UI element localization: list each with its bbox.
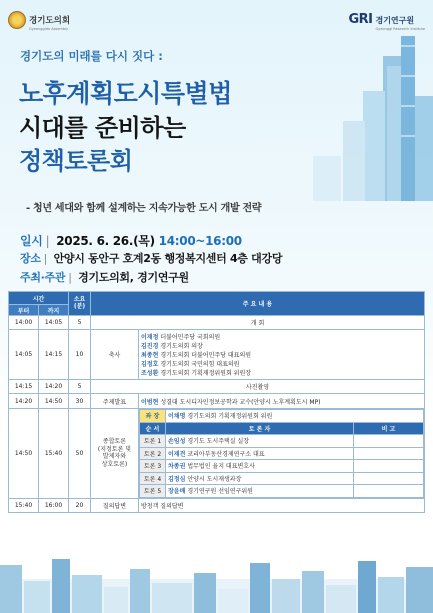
row-from: 14:00: [9, 316, 39, 330]
table-row: [9, 380, 425, 394]
table-row: [9, 394, 425, 409]
row-to: 14:20: [39, 380, 69, 394]
chair-label: 좌 장: [140, 410, 166, 423]
time-header: 시간: [9, 292, 69, 305]
row-type: 종합토론 (지정토론 및 발제자와 상호토론): [91, 409, 139, 499]
row-from: 15:40: [9, 498, 39, 512]
row-to: 14:50: [39, 394, 69, 409]
row-type: 축사: [91, 330, 139, 380]
note-header: 비 고: [354, 422, 424, 435]
assembly-name-en: Gyeonggido Assembly: [29, 27, 69, 31]
row-content: 방청객 질의답변: [139, 498, 425, 512]
row-type: 주제발표: [91, 394, 139, 409]
content-header: 주 요 내 용: [91, 292, 425, 316]
title-line-3: 정책토론회: [19, 147, 133, 175]
list-item: 조성환 경기도의회 기획재정위원회 위원장: [141, 370, 252, 377]
row-from: 14:15: [9, 380, 39, 394]
place-value: 안양시 동안구 호계2동 행정복지센터 4층 대강당: [53, 252, 283, 265]
table-row: 토론 1 손임성 경기도 도시주택실 실장: [140, 435, 424, 448]
table-row: 토론 2 이재견 코리아부동산경제연구소 대표: [140, 447, 424, 460]
row-duration: 50: [69, 409, 91, 499]
assembly-seal-icon: [8, 11, 26, 29]
row-from: 14:50: [9, 409, 39, 499]
skyline-illustration: [283, 36, 433, 201]
gri-mark: GRI: [348, 12, 373, 27]
to-header: 까지: [39, 305, 69, 316]
title-line-2: 시대를 준비하는: [19, 114, 186, 142]
row-from: 14:20: [9, 394, 39, 409]
chair-row: [140, 410, 424, 423]
panel-header-row: [140, 422, 424, 435]
table-row: [9, 409, 425, 499]
host-value: 경기도의회, 경기연구원: [78, 271, 189, 284]
table-row: 토론 4 김정심 안양시 도시재생과장: [140, 472, 424, 485]
row-to: 15:40: [39, 409, 69, 499]
row-duration: 5: [69, 380, 91, 394]
info-date: 일시 | 2025. 6. 26.(목) 14:00~16:00: [20, 234, 242, 248]
table-row: 토론 3 차종권 법무법인 율지 대표변호사: [140, 460, 424, 473]
institute-name: 경기연구원: [375, 16, 415, 25]
congrats-list: [139, 330, 425, 380]
chair-name: 이채명: [168, 413, 186, 421]
subtitle: - 청년 세대와 함께 설계하는 지속가능한 도시 개발 전략: [26, 203, 262, 214]
row-duration: 20: [69, 498, 91, 512]
date-label: 일시: [20, 234, 43, 248]
table-row: [9, 498, 425, 512]
list-item: 이재정 더불어민주당 국회의원: [141, 334, 221, 341]
logo-bar: [8, 8, 425, 34]
row-content: 개 회: [91, 316, 425, 330]
row-from: 14:05: [9, 330, 39, 380]
row-to: 16:00: [39, 498, 69, 512]
duration-header: 소요 (분): [69, 292, 91, 316]
assembly-name: 경기도의회: [29, 16, 71, 26]
list-item: 김진경 경기도의회 의장: [141, 343, 203, 350]
list-item: 최종현 경기도의회 더불어민주당 대표의원: [141, 352, 252, 359]
row-duration: 10: [69, 330, 91, 380]
info-host: 주최·주관 | 경기도의회, 경기연구원: [20, 271, 189, 284]
row-to: 14:15: [39, 330, 69, 380]
table-row: [9, 330, 425, 380]
from-header: 부터: [9, 305, 39, 316]
schedule-table: [8, 291, 425, 513]
panel-table: [139, 409, 424, 498]
host-label: 주최·주관: [20, 271, 66, 284]
panelist-header: 토 론 자: [166, 422, 354, 435]
row-duration: 5: [69, 316, 91, 330]
table-row: 토론 5 장윤배 경기연구원 선임연구위원: [140, 485, 424, 498]
row-to: 14:05: [39, 316, 69, 330]
row-content: 이범현 성결대 도시디자인정보공학과 교수(안양시 노후계획도시 MP): [139, 394, 425, 409]
row-duration: 30: [69, 394, 91, 409]
order-header: 순 서: [140, 422, 166, 435]
row-type: 질의답변: [91, 498, 139, 512]
time-value: 14:00~16:00: [158, 234, 242, 248]
assembly-logo: [8, 8, 70, 31]
row-content: 사진촬영: [91, 380, 425, 394]
title-line-1: 노후계획도시특별법: [19, 79, 232, 108]
list-item: 김정호 경기도의회 국민의힘 대표의원: [141, 361, 240, 368]
city-skyline-illustration: [0, 551, 433, 613]
info-place: 장소 | 안양시 동안구 호계2동 행정복지센터 4층 대강당: [20, 252, 283, 265]
institute-logo: [348, 8, 425, 31]
panel-cell: [139, 409, 425, 499]
date-value: 2025. 6. 26.(목): [56, 234, 155, 248]
table-row: [9, 316, 425, 330]
institute-name-en: Gyeonggi Research Institute: [375, 27, 425, 31]
chair-desc: 경기도의회 기획재정위원회 위원: [187, 413, 273, 421]
headline: 경기도의 미래를 다시 짓다 :: [20, 49, 163, 63]
place-label: 장소: [20, 252, 41, 265]
